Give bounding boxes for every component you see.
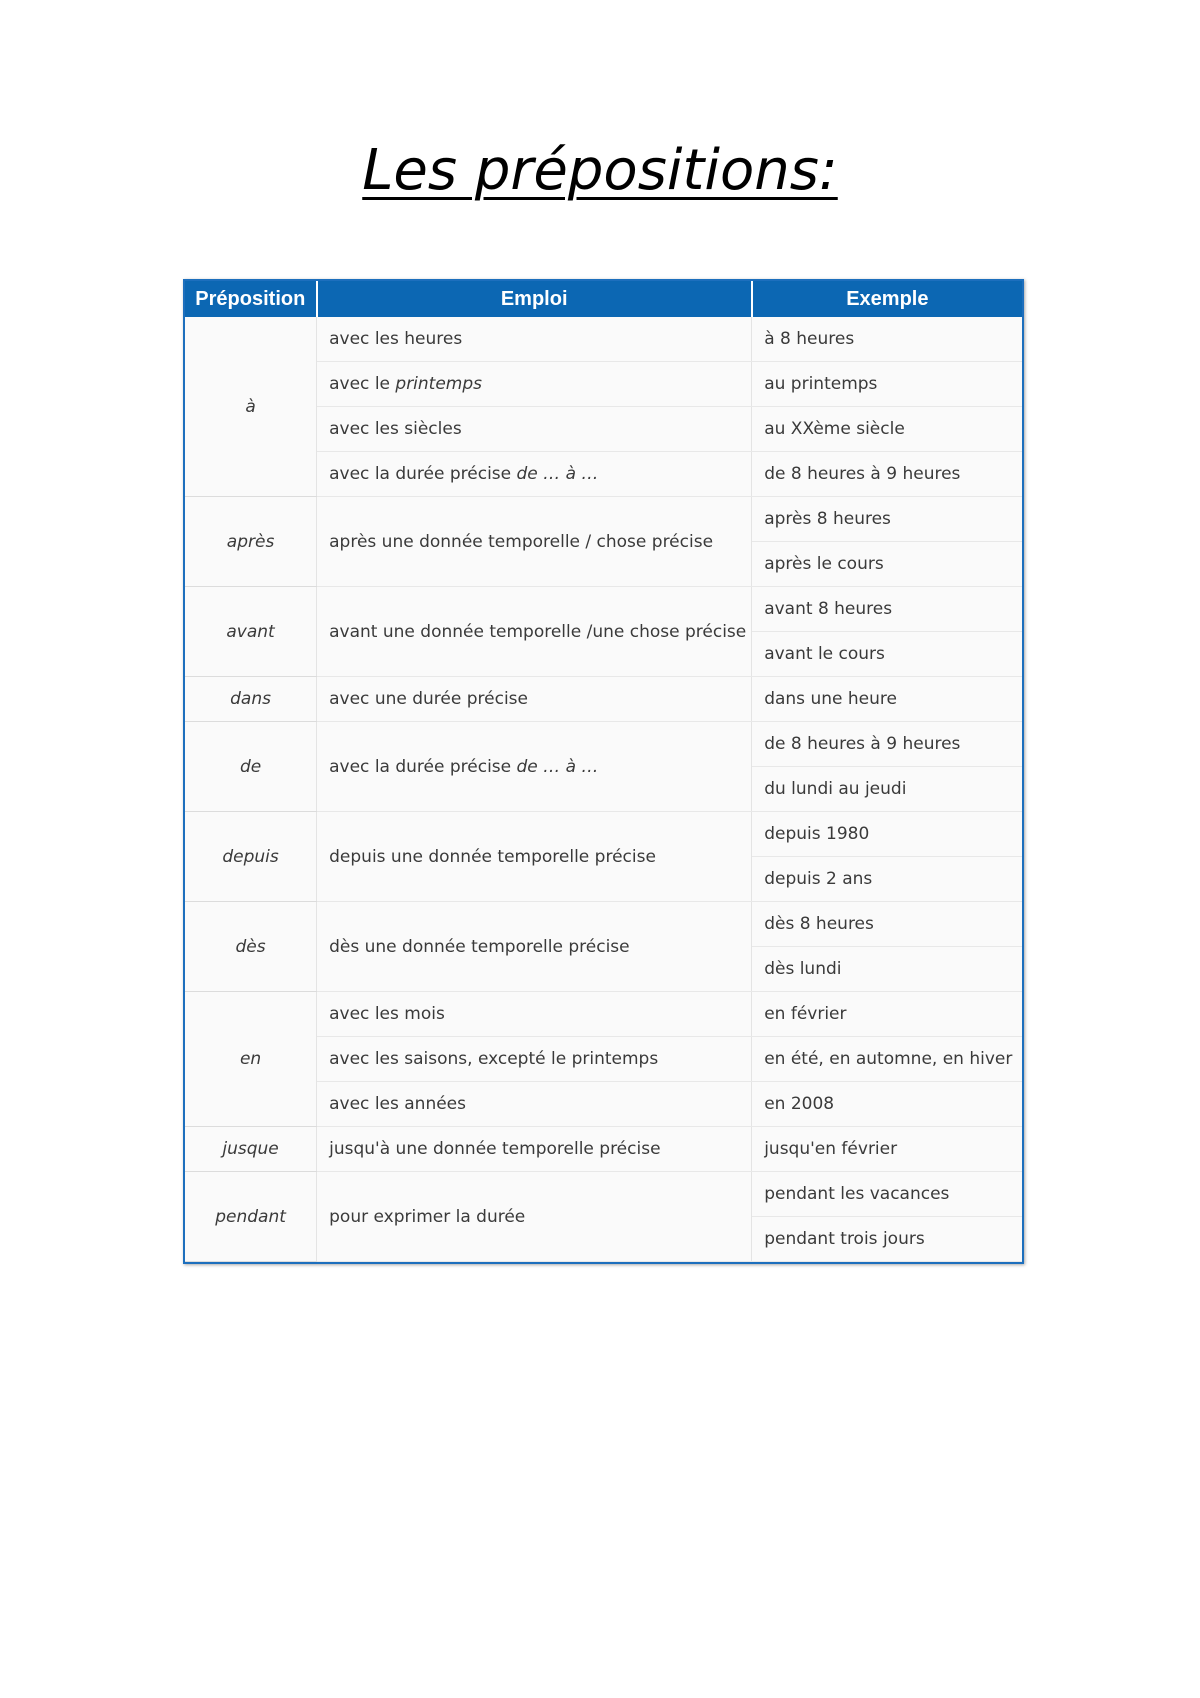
table-row: [185, 587, 1022, 632]
emploi-emphasis: de … à …: [516, 464, 599, 484]
emploi-cell: avant une donnée temporelle /une chose précise: [317, 587, 752, 677]
emploi-cell: après une donnée temporelle / chose précise: [317, 497, 752, 587]
exemple-cell: au XXème siècle: [752, 407, 1022, 452]
table-row: [185, 992, 1022, 1037]
exemple-cell: dans une heure: [752, 677, 1022, 722]
emploi-cell: [317, 722, 752, 812]
exemple-cell: avant 8 heures: [752, 587, 1022, 632]
table-row: [185, 1127, 1022, 1172]
exemple-cell: pendant trois jours: [752, 1217, 1022, 1262]
exemple-cell: en 2008: [752, 1082, 1022, 1127]
preposition-cell: avant: [185, 587, 317, 677]
emploi-cell: avec les heures: [317, 317, 752, 362]
exemple-cell: au printemps: [752, 362, 1022, 407]
emploi-cell: avec les mois: [317, 992, 752, 1037]
header-preposition: Préposition: [185, 281, 317, 317]
preposition-cell: depuis: [185, 812, 317, 902]
preposition-cell: pendant: [185, 1172, 317, 1262]
exemple-cell: après le cours: [752, 542, 1022, 587]
table-row: [185, 812, 1022, 857]
preposition-cell: jusque: [185, 1127, 317, 1172]
emploi-cell: depuis une donnée temporelle précise: [317, 812, 752, 902]
preposition-cell: après: [185, 497, 317, 587]
exemple-cell: après 8 heures: [752, 497, 1022, 542]
exemple-cell: en été, en automne, en hiver: [752, 1037, 1022, 1082]
preposition-cell: dans: [185, 677, 317, 722]
emploi-cell: avec les années: [317, 1082, 752, 1127]
emploi-emphasis: printemps: [395, 374, 483, 394]
table-row: [185, 902, 1022, 947]
emploi-text: avec le: [329, 374, 396, 394]
table-row: [185, 677, 1022, 722]
table-row: [185, 497, 1022, 542]
emploi-cell: pour exprimer la durée: [317, 1172, 752, 1262]
exemple-cell: de 8 heures à 9 heures: [752, 722, 1022, 767]
emploi-cell: avec les siècles: [317, 407, 752, 452]
emploi-text: avec la durée précise: [329, 464, 517, 484]
emploi-cell: avec les saisons, excepté le printemps: [317, 1037, 752, 1082]
preposition-cell: de: [185, 722, 317, 812]
exemple-cell: à 8 heures: [752, 317, 1022, 362]
exemple-cell: avant le cours: [752, 632, 1022, 677]
table-row: [185, 317, 1022, 362]
exemple-cell: du lundi au jeudi: [752, 767, 1022, 812]
emploi-cell: dès une donnée temporelle précise: [317, 902, 752, 992]
table-header-row: [185, 281, 1022, 317]
preposition-cell: à: [185, 317, 317, 497]
emploi-cell: [317, 362, 752, 407]
prepositions-table: [183, 279, 1024, 1264]
preposition-cell: dès: [185, 902, 317, 992]
exemple-cell: pendant les vacances: [752, 1172, 1022, 1217]
table-row: [185, 1172, 1022, 1217]
exemple-cell: depuis 2 ans: [752, 857, 1022, 902]
exemple-cell: en février: [752, 992, 1022, 1037]
page-title: Les prépositions:: [362, 138, 838, 203]
emploi-cell: jusqu'à une donnée temporelle précise: [317, 1127, 752, 1172]
header-exemple: Exemple: [752, 281, 1022, 317]
emploi-cell: avec une durée précise: [317, 677, 752, 722]
header-emploi: Emploi: [317, 281, 752, 317]
preposition-cell: en: [185, 992, 317, 1127]
exemple-cell: de 8 heures à 9 heures: [752, 452, 1022, 497]
exemple-cell: depuis 1980: [752, 812, 1022, 857]
exemple-cell: dès lundi: [752, 947, 1022, 992]
exemple-cell: jusqu'en février: [752, 1127, 1022, 1172]
emploi-text: avec la durée précise: [329, 756, 517, 777]
exemple-cell: dès 8 heures: [752, 902, 1022, 947]
emploi-emphasis: de … à …: [516, 756, 599, 777]
table-row: [185, 722, 1022, 767]
emploi-cell: [317, 452, 752, 497]
